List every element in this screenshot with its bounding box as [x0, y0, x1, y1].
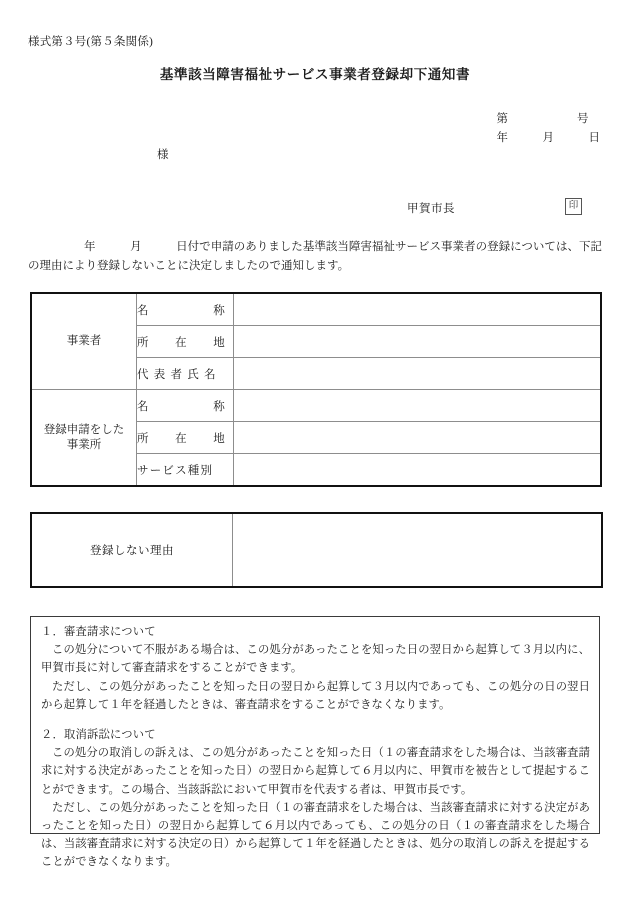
table-row: [31, 390, 601, 422]
row-value-office-name[interactable]: [234, 390, 602, 422]
row-label-operator-address: 所 在 地: [137, 326, 234, 358]
document-title: 基準該当障害福祉サービス事業者登録却下通知書: [159, 67, 471, 82]
group-label-registered-office: 登録申請をした 事業所: [31, 390, 137, 487]
row-label-operator-name: 名 称: [137, 293, 234, 326]
document-number-line: 第 号: [496, 113, 589, 125]
row-label-service-type: サービス種別: [137, 454, 234, 487]
signer-row: [0, 198, 630, 220]
form-number: 様式第３号(第５条関係): [28, 36, 154, 48]
row-value-office-address[interactable]: [234, 422, 602, 454]
group-label-business-operator: 事業者: [31, 293, 137, 390]
applicant-info-table: [30, 292, 602, 487]
document-date-line: 年 月 日: [496, 132, 600, 144]
reason-value[interactable]: [233, 513, 603, 587]
notice-paragraph-2-2: ただし、この処分があったことを知った日（１の審査請求をした場合は、当該審査請求に対する決定があったことを知った日）の翌日から起算して６月以内であっても、この処分の日（１の審査請求をした場合は、当該審査請求に対する決定の日）から起算して１年を経過したときは、処分の取消しの訴えを提起することができなくなります。: [41, 801, 590, 869]
notice-paragraph-1-2: ただし、この処分があったことを知った日の翌日から起算して３月以内であっても、この処分の日の翌日から起算して１年を経過したときは、審査請求をすることができなくなります。: [41, 680, 590, 711]
notice-paragraph-1-1: この処分について不服がある場合は、この処分があったことを知った日の翌日から起算して３月以内に、甲賀市長に対して審査請求をすることができます。: [41, 644, 590, 675]
table-row: [31, 293, 601, 326]
notice-heading-2: ２．取消訴訟について: [41, 729, 156, 742]
row-label-office-name: 名 称: [137, 390, 234, 422]
row-value-operator-name[interactable]: [234, 293, 602, 326]
body-paragraph: [28, 238, 602, 276]
reason-label: 登録しない理由: [31, 513, 233, 587]
notice-paragraph-2-1: この処分の取消しの訴えは、この処分があったことを知った日（１の審査請求をした場合は、当該審査請求に対する決定があったことを知った日）の翌日から起算して６月以内に、甲賀市を被告として提起することができます。この場合、当該訴訟において甲賀市を代表する者は、甲賀市長です。: [41, 747, 590, 796]
row-label-representative-name: 代 表 者 氏 名: [137, 358, 234, 390]
signer-name: 甲賀市長: [407, 203, 455, 215]
notice-section-revocation-suit: [41, 726, 590, 872]
legal-notice-box: [30, 616, 600, 869]
rejection-reason-table: [30, 512, 603, 588]
notice-section-review-request: [41, 623, 590, 714]
row-value-operator-address[interactable]: [234, 326, 602, 358]
table-row: [31, 513, 602, 587]
row-value-service-type[interactable]: [234, 454, 602, 487]
addressee-honorific: 様: [157, 149, 169, 161]
row-label-office-address: 所 在 地: [137, 422, 234, 454]
body-paragraph-text: 年 月 日付で申請のありました基準該当障害福祉サービス事業者の登録については、下記の理由により登録しないことに決定しましたので通知します。: [28, 241, 602, 272]
row-value-representative-name[interactable]: [234, 358, 602, 390]
document-meta-block: [497, 110, 601, 148]
seal-stamp-box: 印: [565, 198, 582, 215]
notice-heading-1: １．審査請求について: [41, 626, 156, 638]
